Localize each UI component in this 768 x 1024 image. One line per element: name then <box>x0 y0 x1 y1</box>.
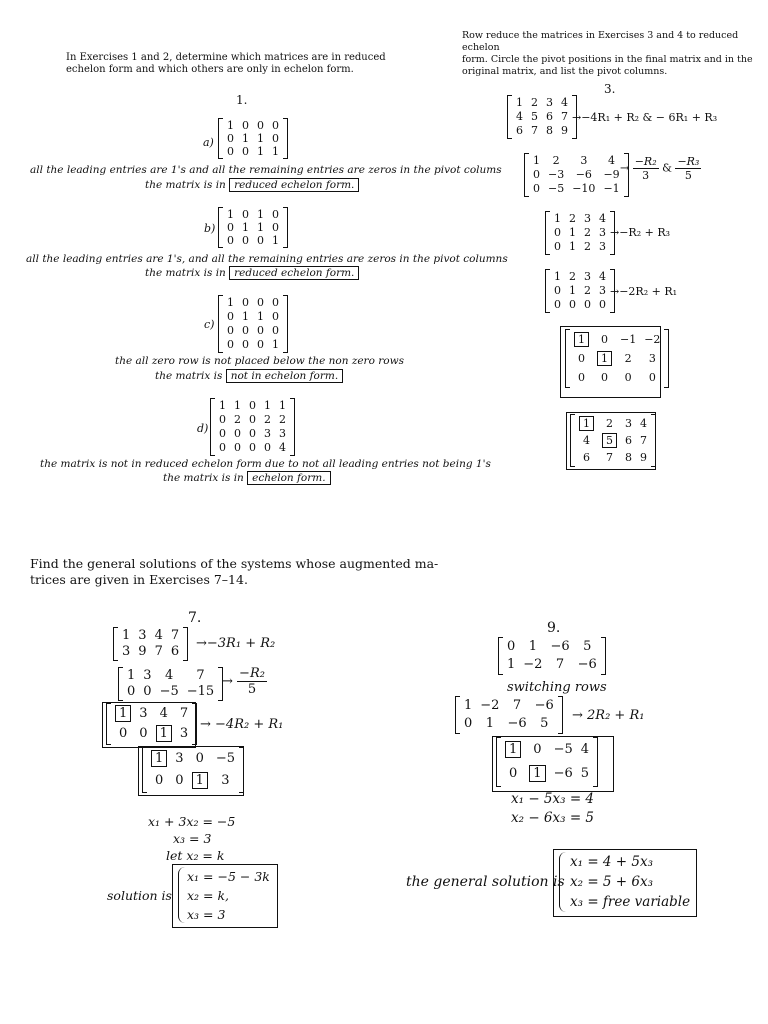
ex7-eq-1: x₁ + 3x₂ = −5 <box>148 814 236 829</box>
ex3-matrix-2: 1 2 3 4 0 −3 −6 −9 0 −5 −10 −1 <box>524 154 629 196</box>
heading-2-line-2: trices are given in Exercises 7–14. <box>30 572 248 587</box>
ex7-op-2 <box>222 666 267 697</box>
ex7-matrix-3: 1 3 4 7 0 0 1 3 <box>106 704 197 744</box>
ex9-matrix-1: 0 1 −6 5 1 −2 7 −6 <box>498 638 606 674</box>
ex1a-matrix: 1 0 0 0 0 1 1 0 0 0 1 1 <box>218 119 288 158</box>
ex9-number: 9. <box>547 620 561 636</box>
ex7-solution-label: solution is <box>107 888 172 903</box>
ex3-matrix-final: 1 0 −1 −2 0 1 2 3 0 0 0 0 <box>565 330 669 387</box>
intro-left-line-2: echelon form and which others are only in echelon form. <box>66 64 354 75</box>
ex1c-matrix: 1 0 0 0 0 1 1 0 0 0 0 0 0 0 0 1 <box>218 296 288 352</box>
ex1c-verdict-box: not in echelon form. <box>226 369 343 383</box>
ex1-number: 1. <box>236 93 248 107</box>
ex3-op-1: →−4R₁ + R₂ & − 6R₁ + R₃ <box>572 111 718 124</box>
ex1b-verdict-prefix: the matrix is in <box>145 267 226 279</box>
ex1d-verdict-prefix: the matrix is in <box>163 472 244 484</box>
ex7-matrix-2: 1 3 4 7 0 0 −5 −15 <box>118 668 223 700</box>
ex7-sol-2: x₂ = k, <box>187 888 230 903</box>
ex1a-verdict-box: reduced echelon form. <box>229 178 359 192</box>
intro-right-line-2: form. Circle the pivot positions in the final matrix and in the <box>462 54 753 65</box>
ex3-op-2-amp: & <box>662 161 672 175</box>
ex1a-label: a) <box>203 136 214 149</box>
ex3-matrix-4: 1 2 3 4 0 1 2 3 0 0 0 0 <box>545 270 615 312</box>
ex1b-matrix: 1 0 1 0 0 1 1 0 0 0 0 1 <box>218 208 288 247</box>
heading-2-line-1: Find the general solutions of the systems whose augmented ma- <box>30 556 439 571</box>
ex7-sol-3: x₃ = 3 <box>187 907 226 922</box>
ex1c-label: c) <box>204 318 215 331</box>
ex3-op-2-frac-2-num: −R₃ <box>677 155 700 168</box>
ex7-op-1: →−3R₁ + R₂ <box>196 636 276 651</box>
ex1b-note: all the leading entries are 1's, and all the remaining entries are zeros in the pivot columns <box>26 253 508 265</box>
ex7-matrix-1: 1 3 4 7 3 9 7 6 <box>113 628 188 660</box>
ex3-op-2-frac-2-den: 5 <box>684 169 692 182</box>
ex1a-note: all the leading entries are 1's and all the remaining entries are zeros in the pivot colums <box>30 164 502 176</box>
ex7-op-2-frac-num: −R₂ <box>239 666 265 681</box>
ex1d-note: the matrix is not in reduced echelon form due to not all leading entries not being 1's <box>40 458 491 470</box>
ex9-sol-3: x₃ = free variable <box>570 894 691 910</box>
ex3-number: 3. <box>604 82 616 96</box>
ex3-op-2-frac-1-den: 3 <box>642 169 650 182</box>
ex7-op-2-arrow: → <box>222 674 233 689</box>
ex1d-verdict <box>163 472 331 484</box>
intro-right <box>462 30 768 78</box>
ex3-op-3: →−R₂ + R₃ <box>610 226 671 239</box>
ex9-eq-2: x₂ − 6x₃ = 5 <box>511 810 595 826</box>
ex9-switch-note: switching rows <box>507 680 607 695</box>
ex1d-label: d) <box>197 422 209 435</box>
ex7-sol-1: x₁ = −5 − 3k <box>187 869 270 884</box>
ex3-op-2-frac-1 <box>633 155 659 182</box>
ex7-brace <box>178 867 185 923</box>
ex7-solution <box>187 867 270 924</box>
ex7-op-2-frac-den: 5 <box>247 682 257 697</box>
ex1b-verdict <box>145 267 359 279</box>
ex3-matrix-3: 1 2 3 4 0 1 2 3 0 1 2 3 <box>545 212 615 254</box>
heading-2 <box>30 556 438 588</box>
ex1a-verdict <box>145 179 359 191</box>
ex1c-verdict <box>155 370 343 382</box>
intro-left-line-1: In Exercises 1 and 2, determine which matrices are in reduced <box>66 52 386 63</box>
ex9-eq-1: x₁ − 5x₃ = 4 <box>511 791 595 807</box>
ex1a-verdict-prefix: the matrix is in <box>145 179 226 191</box>
ex7-matrix-4: 1 3 0 −5 0 0 1 3 <box>142 748 244 792</box>
ex3-op-2-frac-2 <box>675 155 701 182</box>
ex1c-verdict-prefix: the matrix is <box>155 370 223 382</box>
intro-right-line-3: original matrix, and list the pivot columns. <box>462 66 668 77</box>
ex7-number: 7. <box>188 610 202 626</box>
ex7-op-2-frac <box>237 666 267 697</box>
ex1d-matrix: 1 1 0 1 1 0 2 0 2 2 0 0 0 3 3 0 0 0 0 4 <box>210 399 295 455</box>
ex7-op-3: → −4R₂ + R₁ <box>200 717 284 732</box>
ex1c-note: the all zero row is not placed below the non zero rows <box>115 355 404 367</box>
ex3-op-2-frac-1-num: −R₂ <box>634 155 657 168</box>
intro-right-line-1: Row reduce the matrices in Exercises 3 and 4 to reduced echelon <box>462 30 739 53</box>
ex7-eq-3: let x₂ = k <box>166 848 225 863</box>
ex1b-label: b) <box>204 222 216 235</box>
ex3-op-2-arrow: → <box>620 161 630 175</box>
ex3-op-2 <box>620 155 701 182</box>
ex3-op-4: →−2R₂ + R₁ <box>610 285 678 298</box>
ex9-matrix-2: 1 −2 7 −6 0 1 −6 5 <box>455 697 563 733</box>
ex1b-verdict-box: reduced echelon form. <box>229 266 359 280</box>
ex9-matrix-3: 1 0 −5 4 0 1 −6 5 <box>496 738 598 786</box>
intro-left <box>66 52 386 76</box>
ex9-solution-label: the general solution is <box>406 874 565 890</box>
ex3-matrix-1: 1 2 3 4 4 5 6 7 6 7 8 9 <box>507 96 577 138</box>
ex1d-verdict-box: echelon form. <box>247 471 330 485</box>
ex9-solution <box>570 852 690 912</box>
ex9-op-1: → 2R₂ + R₁ <box>572 708 645 723</box>
ex3-matrix-original: 1 2 3 4 4 5 6 7 6 7 8 9 <box>570 415 656 466</box>
ex9-sol-1: x₁ = 4 + 5x₃ <box>570 854 654 870</box>
ex7-eq-2: x₃ = 3 <box>173 831 212 846</box>
ex9-brace <box>559 852 566 912</box>
ex9-sol-2: x₂ = 5 + 6x₃ <box>570 874 654 890</box>
